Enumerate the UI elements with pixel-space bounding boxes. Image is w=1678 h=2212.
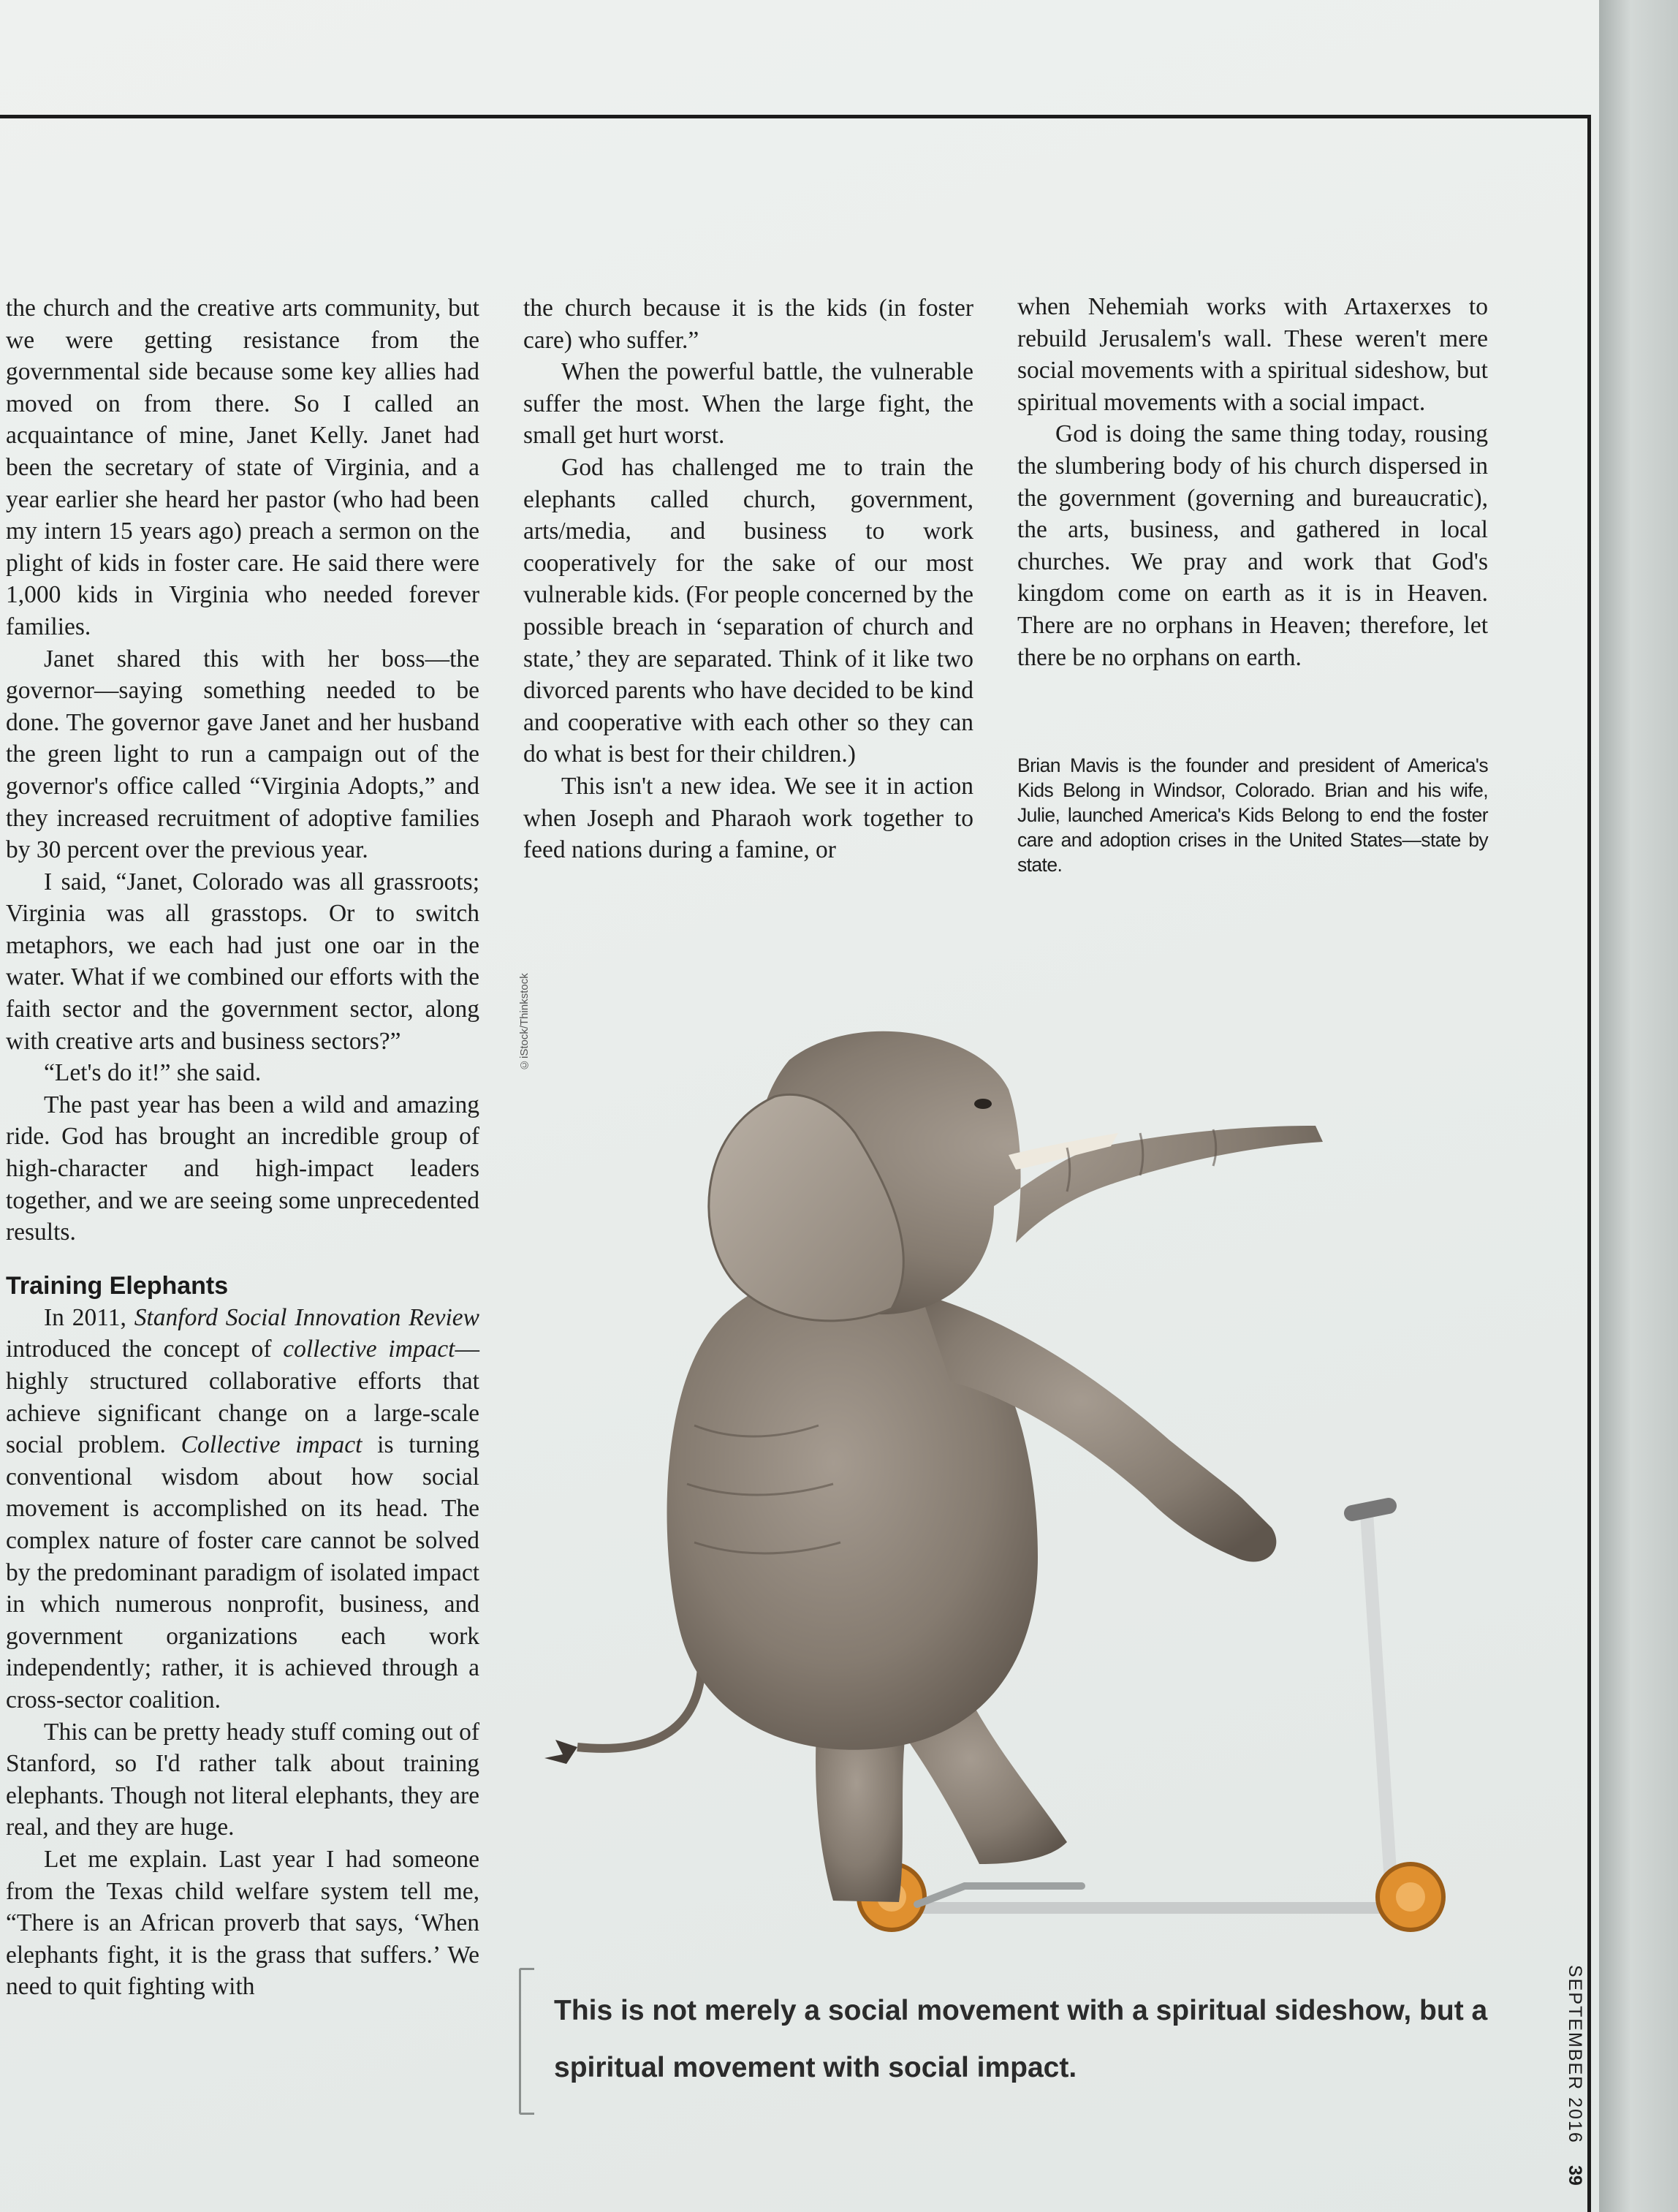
paragraph: the church and the creative arts community, but we were getting resistance from the governmental side because some key allies had moved on from there. So I called an acquaintance of mine, Janet Kelly. Janet had been the secretary of state of Virginia, and a year earlier she heard her pastor (who had been my intern 15 years ago) preach a sermon on the plight of kids in foster care. He said there were 1,000 kids in Virginia who needed forever families.	[6, 295, 479, 640]
paragraph: the church because it is the kids (in foster care) who suffer.”	[523, 295, 973, 354]
page-folio	[1556, 1965, 1585, 2186]
pullquote-bracket	[519, 1968, 534, 2115]
binding-gutter	[1599, 0, 1678, 2212]
paragraph: The past year has been a wild and amazing ride. God has brought an incredible group of high-character and high-impact leaders together, and we are seeing some unprecedented results.	[6, 1091, 479, 1246]
paragraph: when Nehemiah works with Artaxerxes to rebuild Jerusalem's wall. These weren't mere social movements with a spiritual sideshow, but spiritual movements with a social impact.	[1017, 293, 1488, 416]
paragraph: “Let's do it!” she said.	[44, 1059, 262, 1087]
article-column-1	[6, 292, 479, 2003]
top-rule	[0, 115, 1591, 118]
author-bio: Brian Mavis is the founder and president of America's Kids Belong in Windsor, Colorado. Brian and his wife, Julie, launched America's Kids Belong to end the foster care and adoption crises in the United States—state by state.	[1017, 754, 1488, 876]
paragraph: In 2011, Stanford Social Innovation Review introduced the concept of collective impact—highly structured collaborative efforts that achieve significant change on a large-scale social problem. Collective impact is turning conventional wisdom about how social movement is accomplished on its head. The complex nature of foster care cannot be solved by the predominant paradigm of isolated impact in which numerous nonprofit, business, and government organizations each work independently; rather, it is achieved through a cross-sector coalition.	[6, 1303, 479, 1713]
article-column-3	[1017, 291, 1488, 673]
pullquote: This is not merely a social movement with a spiritual sideshow, but a spiritual movement with social impact.	[554, 1995, 1488, 2083]
article-column-2	[523, 292, 973, 866]
paragraph: This can be pretty heady stuff coming out of Stanford, so I'd rather talk about training elephants. Though not literal elephants, they are real, and they are huge.	[6, 1718, 479, 1841]
photo-credit: ©iStock/Thinkstock	[518, 973, 531, 1071]
paragraph: God has challenged me to train the elephants called church, government, arts/media, and business to work cooperatively for the sake of our most vulnerable kids. (For people concerned by the possible breach in ‘separation of church and state,’ they are separated. Think of it like two divorced parents who have decided to be kind and cooperative with each other so they can do what is best for their children.)	[523, 453, 973, 768]
paragraph: When the powerful battle, the vulnerable suffer the most. When the large fight, the small get hurt worst.	[523, 358, 973, 450]
paragraph: God is doing the same thing today, rousing the slumbering body of his church dispersed in the government (governing and bureaucratic), the arts, business, and gathered in local churches. We pray and work that God's kingdom come on earth as it is in Heaven. There are no orphans in Heaven; therefore, let there be no orphans on earth.	[1017, 420, 1488, 671]
paragraph: I said, “Janet, Colorado was all grassroots; Virginia was all grasstops. Or to switch metaphors, we each had just one oar in the water. What if we combined our efforts with the faith sector and the government sector, along with creative arts and business sectors?”	[6, 868, 479, 1055]
paragraph: This isn't a new idea. We see it in action when Joseph and Pharaoh work together to feed nations during a famine, or	[523, 772, 973, 864]
elephant-on-scooter-icon	[512, 914, 1535, 1952]
paragraph: Let me explain. Last year I had someone from the Texas child welfare system tell me, “There is an African proverb that says, ‘When elephants fight, it is the grass that suffers.’ We need to quit fighting with	[6, 1845, 479, 2001]
paragraph: Janet shared this with her boss—the governor—saying something needed to be done. The governor gave Janet and her husband the green light to run a campaign out of the governor's office called “Virginia Adopts,” and they increased recruitment of adoptive families by 30 percent over the previous year.	[6, 645, 479, 864]
section-subhead: Training Elephants	[6, 1271, 229, 1300]
right-rule	[1587, 115, 1591, 2212]
page-number: 39	[1565, 2164, 1585, 2186]
issue-date: SEPTEMBER 2016	[1565, 1965, 1585, 2144]
